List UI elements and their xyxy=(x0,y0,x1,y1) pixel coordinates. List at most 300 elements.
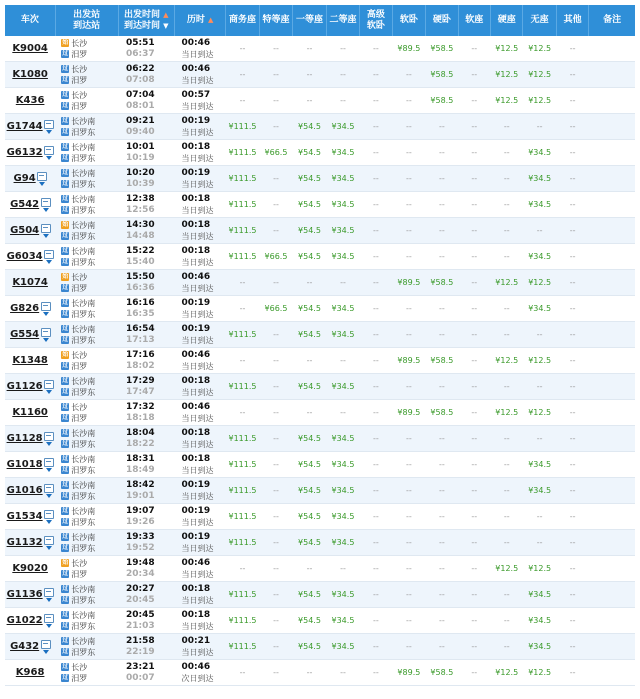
train-number-link[interactable]: K1160 xyxy=(12,407,48,418)
price-cell: ¥111.5 xyxy=(226,244,259,270)
price-cell: -- xyxy=(360,114,392,140)
duration: 00:57 xyxy=(181,89,211,100)
times-cell xyxy=(118,582,175,608)
price-cell: -- xyxy=(360,244,392,270)
price-cell: -- xyxy=(556,478,588,504)
price-cell: ¥12.5 xyxy=(523,88,556,114)
departure-time: 14:30 xyxy=(126,219,155,230)
price-cell: -- xyxy=(458,556,490,582)
price-cell: -- xyxy=(458,218,490,244)
train-no-cell xyxy=(5,88,55,114)
table-row xyxy=(5,114,635,140)
remark-cell xyxy=(589,400,635,426)
price-cell: -- xyxy=(259,400,292,426)
price-cell: ¥54.5 xyxy=(293,296,326,322)
arrival-time: 10:39 xyxy=(126,178,155,189)
train-info-icon[interactable] xyxy=(45,536,54,550)
station-type-icon: 过 xyxy=(62,518,69,525)
duration: 00:18 xyxy=(181,193,211,204)
price-cell: -- xyxy=(360,608,392,634)
remark-cell xyxy=(589,660,635,686)
duration-cell xyxy=(175,452,226,478)
table-row xyxy=(5,296,635,322)
station-type-icon: 过 xyxy=(62,377,69,384)
times-cell xyxy=(118,244,175,270)
price-cell: -- xyxy=(458,192,490,218)
price-cell: -- xyxy=(259,634,292,660)
train-no-cell xyxy=(5,348,55,374)
train-no-cell xyxy=(5,400,55,426)
arrival-station: 汨罗 xyxy=(71,361,88,371)
stations-cell xyxy=(55,426,118,452)
arrival-day: 当日到达 xyxy=(181,127,214,137)
price-cell: ¥12.5 xyxy=(491,348,523,374)
train-info-icon[interactable] xyxy=(45,614,54,628)
station-type-icon: 过 xyxy=(62,195,69,202)
duration-cell xyxy=(175,88,226,114)
departure-time: 19:33 xyxy=(126,531,155,542)
station-type-icon: 过 xyxy=(62,362,69,369)
departure-station: 长沙南 xyxy=(71,246,96,256)
price-cell: -- xyxy=(392,582,425,608)
arrival-station: 汨罗 xyxy=(71,101,88,111)
train-info-icon[interactable] xyxy=(45,380,54,394)
price-cell: -- xyxy=(491,192,523,218)
remark-cell xyxy=(589,218,635,244)
train-info-icon[interactable] xyxy=(45,120,54,134)
train-info-icon[interactable] xyxy=(45,458,54,472)
train-no-cell xyxy=(5,36,55,62)
price-cell: -- xyxy=(426,452,458,478)
station-type-icon: 过 xyxy=(62,455,69,462)
arrival-station: 汨罗东 xyxy=(71,465,96,475)
duration: 00:18 xyxy=(181,609,211,620)
stations-cell xyxy=(55,36,118,62)
times-cell xyxy=(118,374,175,400)
price-cell: -- xyxy=(259,660,292,686)
price-cell: -- xyxy=(556,374,588,400)
price-cell: ¥54.5 xyxy=(293,192,326,218)
table-row xyxy=(5,166,635,192)
train-number-link[interactable]: G1534 xyxy=(6,511,43,522)
stations-cell xyxy=(55,660,118,686)
train-info-icon[interactable] xyxy=(45,432,54,446)
price-cell: ¥54.5 xyxy=(293,374,326,400)
train-no-cell xyxy=(5,166,55,192)
train-number-link[interactable]: G554 xyxy=(10,329,40,340)
price-cell: -- xyxy=(491,218,523,244)
departure-station: 长沙 xyxy=(71,350,88,360)
duration-cell xyxy=(175,608,226,634)
price-cell: -- xyxy=(491,634,523,660)
price-cell: ¥12.5 xyxy=(523,660,556,686)
station-type-icon: 过 xyxy=(62,414,69,421)
arrival-time: 07:08 xyxy=(126,74,155,85)
duration-cell xyxy=(175,296,226,322)
duration-cell xyxy=(175,582,226,608)
price-cell: ¥58.5 xyxy=(426,270,458,296)
price-cell: -- xyxy=(259,608,292,634)
col-remark: 备注 xyxy=(589,5,635,36)
departure-station: 长沙 xyxy=(71,402,88,412)
stations-cell xyxy=(55,192,118,218)
price-cell: -- xyxy=(523,218,556,244)
train-info-icon[interactable] xyxy=(41,302,50,316)
arrival-day: 当日到达 xyxy=(181,595,214,605)
duration-cell xyxy=(175,114,226,140)
departure-time: 10:20 xyxy=(126,167,155,178)
price-cell: -- xyxy=(226,296,259,322)
train-number-link[interactable]: G826 xyxy=(10,303,40,314)
departure-station: 长沙南 xyxy=(71,116,96,126)
arrival-time: 17:47 xyxy=(126,386,155,397)
remark-cell xyxy=(589,608,635,634)
station-type-icon: 过 xyxy=(62,648,69,655)
station-type-icon: 过 xyxy=(62,611,69,618)
arrival-station: 汨罗东 xyxy=(71,647,96,657)
remark-cell xyxy=(589,140,635,166)
price-cell: -- xyxy=(491,374,523,400)
times-cell xyxy=(118,140,175,166)
train-info-icon[interactable] xyxy=(45,146,54,160)
times-cell xyxy=(118,348,175,374)
price-cell: -- xyxy=(392,296,425,322)
train-number-link[interactable]: K9020 xyxy=(12,563,48,574)
price-cell: -- xyxy=(458,452,490,478)
price-cell: -- xyxy=(458,634,490,660)
departure-time: 16:16 xyxy=(126,297,155,308)
train-number-link[interactable]: K1080 xyxy=(12,69,48,80)
table-row xyxy=(5,634,635,660)
train-number-link[interactable]: K436 xyxy=(15,95,45,106)
train-number-link[interactable]: G1136 xyxy=(6,589,43,600)
price-cell: ¥58.5 xyxy=(426,62,458,88)
sort-up-icon[interactable]: ▲ xyxy=(163,10,169,19)
table-row xyxy=(5,218,635,244)
price-cell: ¥89.5 xyxy=(392,348,425,374)
price-cell: -- xyxy=(259,218,292,244)
times-cell xyxy=(118,296,175,322)
col-stations: 出发站 到达站 xyxy=(55,5,118,36)
departure-station: 长沙 xyxy=(71,272,88,282)
arrival-station: 汨罗东 xyxy=(71,335,96,345)
arrival-time: 06:37 xyxy=(126,48,155,59)
duration: 00:19 xyxy=(181,531,211,542)
duration-cell xyxy=(175,166,226,192)
train-no-cell xyxy=(5,426,55,452)
price-cell: -- xyxy=(293,660,326,686)
price-cell: ¥12.5 xyxy=(523,270,556,296)
price-cell: -- xyxy=(458,270,490,296)
price-cell: ¥111.5 xyxy=(226,504,259,530)
arrival-station: 汨罗东 xyxy=(71,309,96,319)
price-cell: -- xyxy=(392,530,425,556)
price-cell: -- xyxy=(426,166,458,192)
stations-cell xyxy=(55,504,118,530)
remark-cell xyxy=(589,296,635,322)
price-cell: -- xyxy=(426,530,458,556)
train-info-icon[interactable] xyxy=(38,172,47,186)
duration: 00:18 xyxy=(181,427,211,438)
arrival-station: 汨罗东 xyxy=(71,179,96,189)
train-no-cell xyxy=(5,218,55,244)
remark-cell xyxy=(589,36,635,62)
table-row xyxy=(5,62,635,88)
price-cell: ¥89.5 xyxy=(392,660,425,686)
train-number-link[interactable]: G504 xyxy=(10,225,40,236)
train-number-link[interactable]: K968 xyxy=(15,667,45,678)
departure-time: 23:21 xyxy=(126,661,155,672)
price-cell: -- xyxy=(426,634,458,660)
table-row xyxy=(5,322,635,348)
price-cell: ¥34.5 xyxy=(326,218,359,244)
train-no-cell xyxy=(5,478,55,504)
arrival-station: 汨罗 xyxy=(71,413,88,423)
price-cell: -- xyxy=(426,218,458,244)
price-cell: -- xyxy=(360,660,392,686)
price-cell: -- xyxy=(491,322,523,348)
train-no-cell xyxy=(5,322,55,348)
arrival-station: 汨罗东 xyxy=(71,517,96,527)
price-cell: -- xyxy=(458,166,490,192)
duration-cell xyxy=(175,36,226,62)
price-cell: ¥111.5 xyxy=(226,166,259,192)
times-cell xyxy=(118,218,175,244)
price-cell: -- xyxy=(293,36,326,62)
train-number-link[interactable]: G6132 xyxy=(6,147,43,158)
train-number-link[interactable]: G94 xyxy=(13,173,36,184)
remark-cell xyxy=(589,478,635,504)
table-body xyxy=(5,36,635,686)
duration: 00:19 xyxy=(181,323,211,334)
station-type-icon: 始 xyxy=(62,221,69,228)
train-info-icon[interactable] xyxy=(41,328,50,342)
price-cell: -- xyxy=(491,140,523,166)
price-cell: ¥34.5 xyxy=(326,244,359,270)
price-cell: -- xyxy=(293,348,326,374)
arrival-day: 当日到达 xyxy=(181,153,214,163)
arrival-day: 当日到达 xyxy=(181,309,214,319)
station-type-icon: 过 xyxy=(62,481,69,488)
col-other: 其他 xyxy=(556,5,588,36)
price-cell: ¥58.5 xyxy=(426,348,458,374)
price-cell: -- xyxy=(259,582,292,608)
arrival-station: 汨罗东 xyxy=(71,621,96,631)
station-type-icon: 过 xyxy=(62,429,69,436)
departure-station: 长沙南 xyxy=(71,298,96,308)
arrival-station: 汨罗东 xyxy=(71,257,96,267)
duration-cell xyxy=(175,400,226,426)
price-cell: -- xyxy=(556,322,588,348)
price-cell: ¥34.5 xyxy=(523,192,556,218)
train-number-link[interactable]: G542 xyxy=(10,199,40,210)
train-number-link[interactable]: G1744 xyxy=(6,121,43,132)
sort-down-icon[interactable]: ▼ xyxy=(163,21,169,30)
price-cell: -- xyxy=(392,244,425,270)
departure-station: 长沙 xyxy=(71,558,88,568)
duration-cell xyxy=(175,478,226,504)
train-info-icon[interactable] xyxy=(45,250,54,264)
train-number-link[interactable]: G1022 xyxy=(6,615,43,626)
stations-cell xyxy=(55,322,118,348)
price-cell: ¥34.5 xyxy=(523,608,556,634)
price-cell: -- xyxy=(293,556,326,582)
train-number-link[interactable]: G1132 xyxy=(6,537,43,548)
train-number-link[interactable]: G1016 xyxy=(6,485,43,496)
train-info-icon[interactable] xyxy=(45,484,54,498)
duration-cell xyxy=(175,530,226,556)
duration: 00:18 xyxy=(181,245,211,256)
price-cell: ¥34.5 xyxy=(326,374,359,400)
price-cell: -- xyxy=(226,270,259,296)
departure-station: 长沙 xyxy=(71,662,88,672)
arrival-day: 次日到达 xyxy=(181,673,214,683)
arrival-day: 当日到达 xyxy=(181,283,214,293)
train-number-link[interactable]: K9004 xyxy=(12,43,48,54)
duration: 00:18 xyxy=(181,453,211,464)
departure-time: 16:54 xyxy=(126,323,155,334)
station-type-icon: 过 xyxy=(62,206,69,213)
price-cell: ¥54.5 xyxy=(293,608,326,634)
price-cell: -- xyxy=(259,322,292,348)
stations-cell xyxy=(55,296,118,322)
price-cell: -- xyxy=(491,478,523,504)
price-cell: -- xyxy=(458,660,490,686)
price-cell: -- xyxy=(259,504,292,530)
remark-cell xyxy=(589,244,635,270)
arrival-time: 22:19 xyxy=(126,646,155,657)
times-cell xyxy=(118,530,175,556)
price-cell: ¥54.5 xyxy=(293,452,326,478)
train-number-link[interactable]: G432 xyxy=(10,641,40,652)
price-cell: -- xyxy=(426,504,458,530)
price-cell: -- xyxy=(556,296,588,322)
train-number-link[interactable]: K1074 xyxy=(12,277,48,288)
train-info-icon[interactable] xyxy=(45,588,54,602)
price-cell: ¥54.5 xyxy=(293,582,326,608)
arrival-time: 09:40 xyxy=(126,126,155,137)
price-cell: -- xyxy=(491,296,523,322)
price-cell: -- xyxy=(226,88,259,114)
duration-cell xyxy=(175,62,226,88)
price-cell: ¥66.5 xyxy=(259,140,292,166)
price-cell: ¥111.5 xyxy=(226,322,259,348)
arrival-station: 汨罗东 xyxy=(71,153,96,163)
train-number-link[interactable]: G6034 xyxy=(6,251,43,262)
duration-cell xyxy=(175,218,226,244)
price-cell: -- xyxy=(556,504,588,530)
price-cell: -- xyxy=(556,244,588,270)
price-cell: -- xyxy=(556,634,588,660)
price-cell: -- xyxy=(226,400,259,426)
train-info-icon[interactable] xyxy=(41,224,50,238)
price-cell: -- xyxy=(392,322,425,348)
times-cell xyxy=(118,400,175,426)
arrival-time: 10:19 xyxy=(126,152,155,163)
price-cell: ¥34.5 xyxy=(326,478,359,504)
price-cell: -- xyxy=(458,608,490,634)
price-cell: -- xyxy=(226,36,259,62)
departure-time: 19:48 xyxy=(126,557,155,568)
arrival-day: 当日到达 xyxy=(181,569,214,579)
train-no-cell xyxy=(5,374,55,400)
price-cell: -- xyxy=(523,504,556,530)
col-times[interactable]: 出发时间 ▲ 到达时间 ▼ xyxy=(118,5,175,36)
table-row xyxy=(5,244,635,270)
train-number-link[interactable]: G1126 xyxy=(6,381,43,392)
price-cell: -- xyxy=(458,374,490,400)
departure-time: 19:07 xyxy=(126,505,155,516)
stations-cell xyxy=(55,348,118,374)
stations-cell xyxy=(55,478,118,504)
stations-cell xyxy=(55,530,118,556)
price-cell: -- xyxy=(523,426,556,452)
duration: 00:46 xyxy=(181,557,211,568)
price-cell: ¥34.5 xyxy=(326,140,359,166)
arrival-time: 18:49 xyxy=(126,464,155,475)
duration-cell xyxy=(175,426,226,452)
station-type-icon: 过 xyxy=(62,585,69,592)
price-cell: ¥54.5 xyxy=(293,244,326,270)
price-cell: -- xyxy=(360,530,392,556)
train-no-cell xyxy=(5,582,55,608)
times-cell xyxy=(118,114,175,140)
train-number-link[interactable]: G1018 xyxy=(6,459,43,470)
sort-up-icon[interactable]: ▲ xyxy=(208,16,214,24)
price-cell: -- xyxy=(523,322,556,348)
price-cell: -- xyxy=(360,218,392,244)
train-number-link[interactable]: G1128 xyxy=(6,433,43,444)
price-cell: -- xyxy=(556,88,588,114)
price-cell: -- xyxy=(556,140,588,166)
train-info-icon[interactable] xyxy=(45,510,54,524)
departure-time: 20:45 xyxy=(126,609,155,620)
price-cell: -- xyxy=(293,62,326,88)
stations-cell xyxy=(55,452,118,478)
departure-time: 15:22 xyxy=(126,245,155,256)
price-cell: -- xyxy=(556,166,588,192)
station-type-icon: 过 xyxy=(62,440,69,447)
train-info-icon[interactable] xyxy=(41,640,50,654)
col-duration[interactable]: 历时 ▲ xyxy=(175,5,226,36)
departure-station: 长沙南 xyxy=(71,376,96,386)
price-cell: -- xyxy=(426,426,458,452)
train-info-icon[interactable] xyxy=(41,198,50,212)
col-soft-seat: 软座 xyxy=(458,5,490,36)
departure-time: 15:50 xyxy=(126,271,155,282)
train-no-cell xyxy=(5,530,55,556)
price-cell: ¥34.5 xyxy=(326,634,359,660)
price-cell: ¥34.5 xyxy=(523,634,556,660)
price-cell: -- xyxy=(556,400,588,426)
arrival-time: 19:26 xyxy=(126,516,155,527)
price-cell: -- xyxy=(556,426,588,452)
train-number-link[interactable]: K1348 xyxy=(12,355,48,366)
table-row xyxy=(5,374,635,400)
remark-cell xyxy=(589,582,635,608)
price-cell: -- xyxy=(426,556,458,582)
departure-station: 长沙南 xyxy=(71,532,96,542)
station-type-icon: 过 xyxy=(62,50,69,57)
arrival-time: 18:18 xyxy=(126,412,155,423)
arrival-day: 当日到达 xyxy=(181,361,214,371)
arrival-station: 汨罗东 xyxy=(71,595,96,605)
remark-cell xyxy=(589,452,635,478)
price-cell: -- xyxy=(458,296,490,322)
price-cell: -- xyxy=(259,452,292,478)
times-cell xyxy=(118,270,175,296)
price-cell: -- xyxy=(360,296,392,322)
